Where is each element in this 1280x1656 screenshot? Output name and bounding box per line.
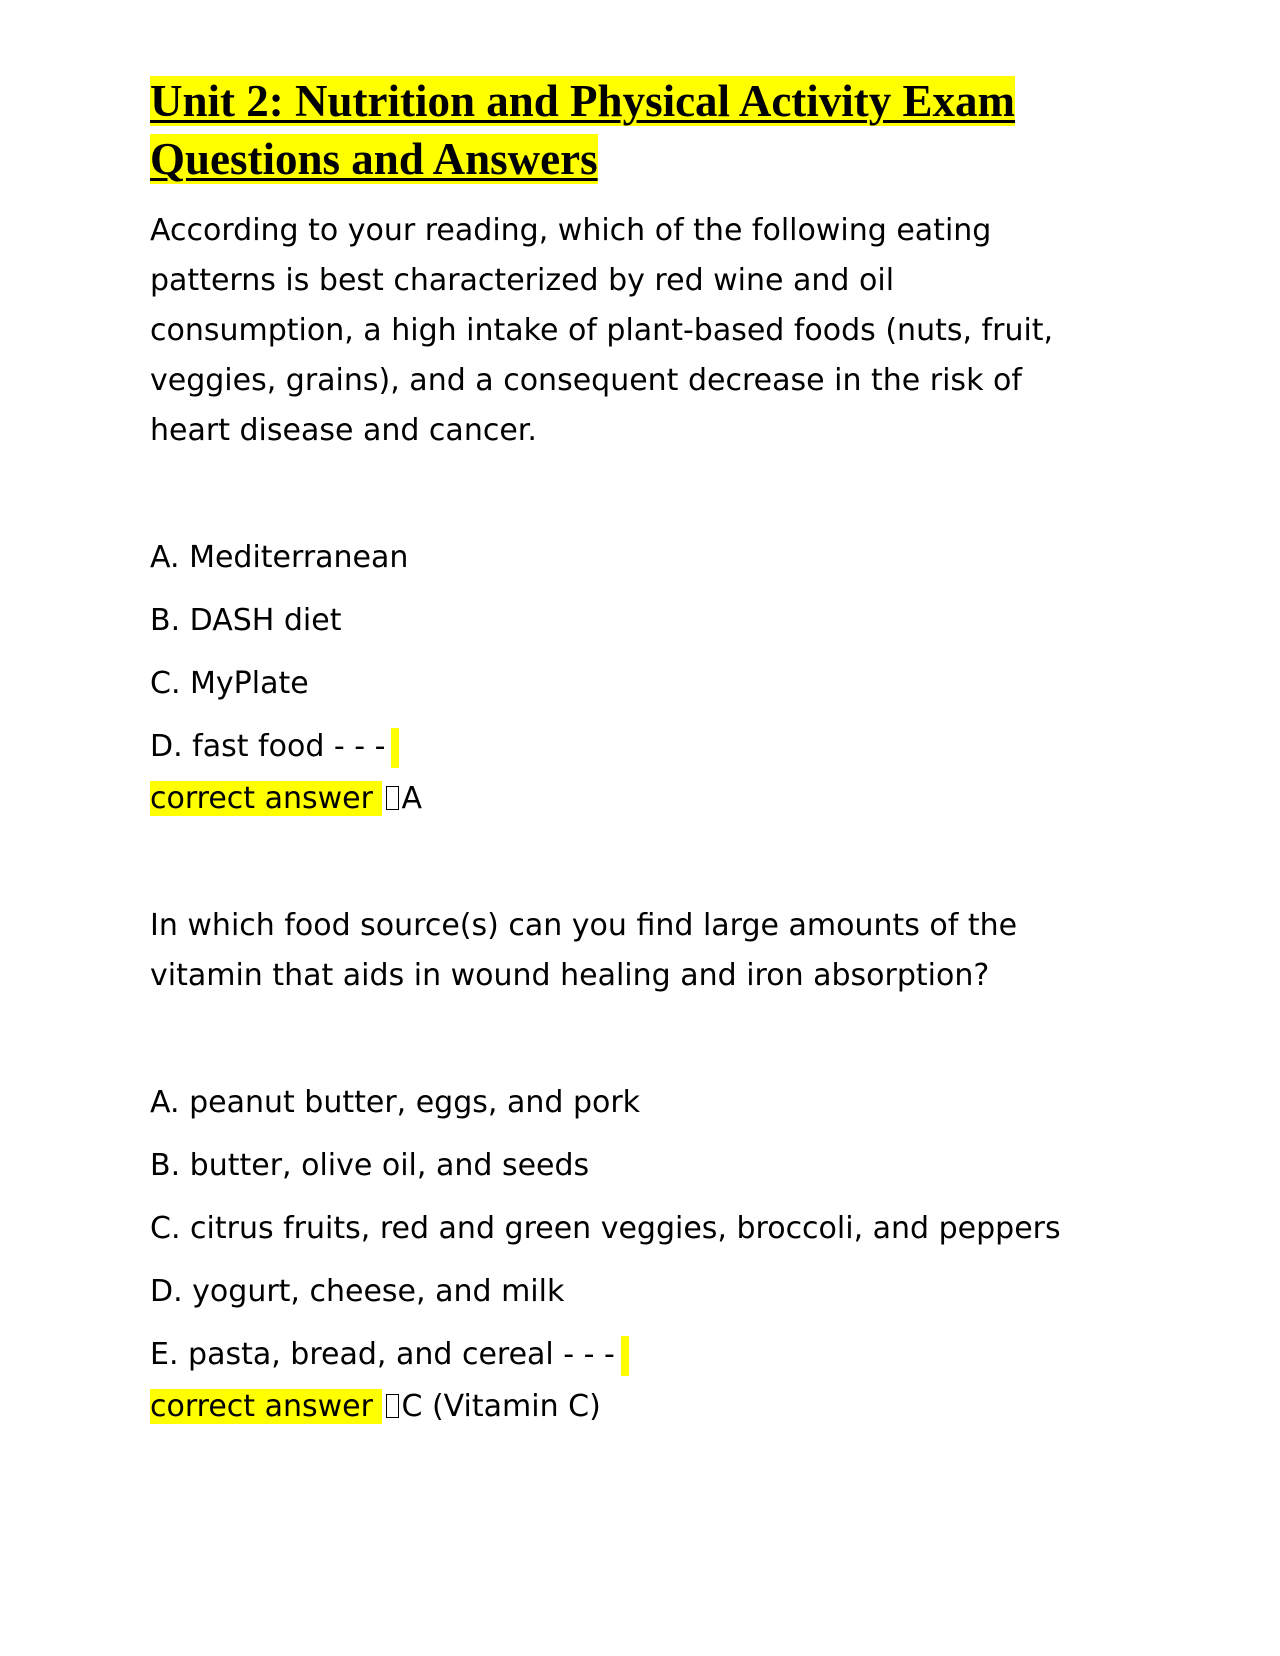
correct-answer	[150, 777, 1130, 821]
option-a: A. peanut butter, eggs, and pork	[150, 1085, 641, 1120]
title-line-1: Unit 2: Nutrition and Physical Activity Exam	[150, 76, 1016, 126]
page-title	[150, 72, 1130, 188]
missing-glyph-icon	[386, 786, 399, 810]
highlight-mark	[621, 1336, 629, 1376]
option-d	[150, 725, 1130, 769]
option-b: B. butter, olive oil, and seeds	[150, 1148, 590, 1183]
correct-answer-label: correct answer	[150, 1389, 383, 1424]
correct-answer-value: A	[401, 781, 423, 816]
correct-answer-value: C (Vitamin C)	[401, 1389, 601, 1424]
question-1	[150, 206, 1130, 821]
highlight-mark	[391, 728, 399, 768]
option-a: A. Mediterranean	[150, 540, 409, 575]
option-e	[150, 1333, 1130, 1377]
correct-answer-label: correct answer	[150, 781, 383, 816]
option-d: D. yogurt, cheese, and milk	[150, 1274, 565, 1309]
question-text: According to your reading, which of the following eating patterns is best characterized by red wine and oil consumption, a high intake of plant-based foods (nuts, fruit, veggies, grains), and a consequent decrease in the risk of heart disease and cancer.	[150, 213, 1054, 448]
document-page	[150, 72, 1130, 1429]
title-line-2: Questions and Answers	[150, 134, 598, 184]
option-d-text: D. fast food - - -	[150, 729, 386, 764]
question-2	[150, 901, 1130, 1429]
option-b: B. DASH diet	[150, 603, 342, 638]
option-c: C. MyPlate	[150, 666, 309, 701]
question-text: In which food source(s) can you find large amounts of the vitamin that aids in wound healing and iron absorption?	[150, 908, 1018, 993]
option-c: C. citrus fruits, red and green veggies, broccoli, and peppers	[150, 1211, 1061, 1246]
missing-glyph-icon	[386, 1394, 399, 1418]
correct-answer	[150, 1385, 1130, 1429]
option-e-text: E. pasta, bread, and cereal - - -	[150, 1337, 615, 1372]
